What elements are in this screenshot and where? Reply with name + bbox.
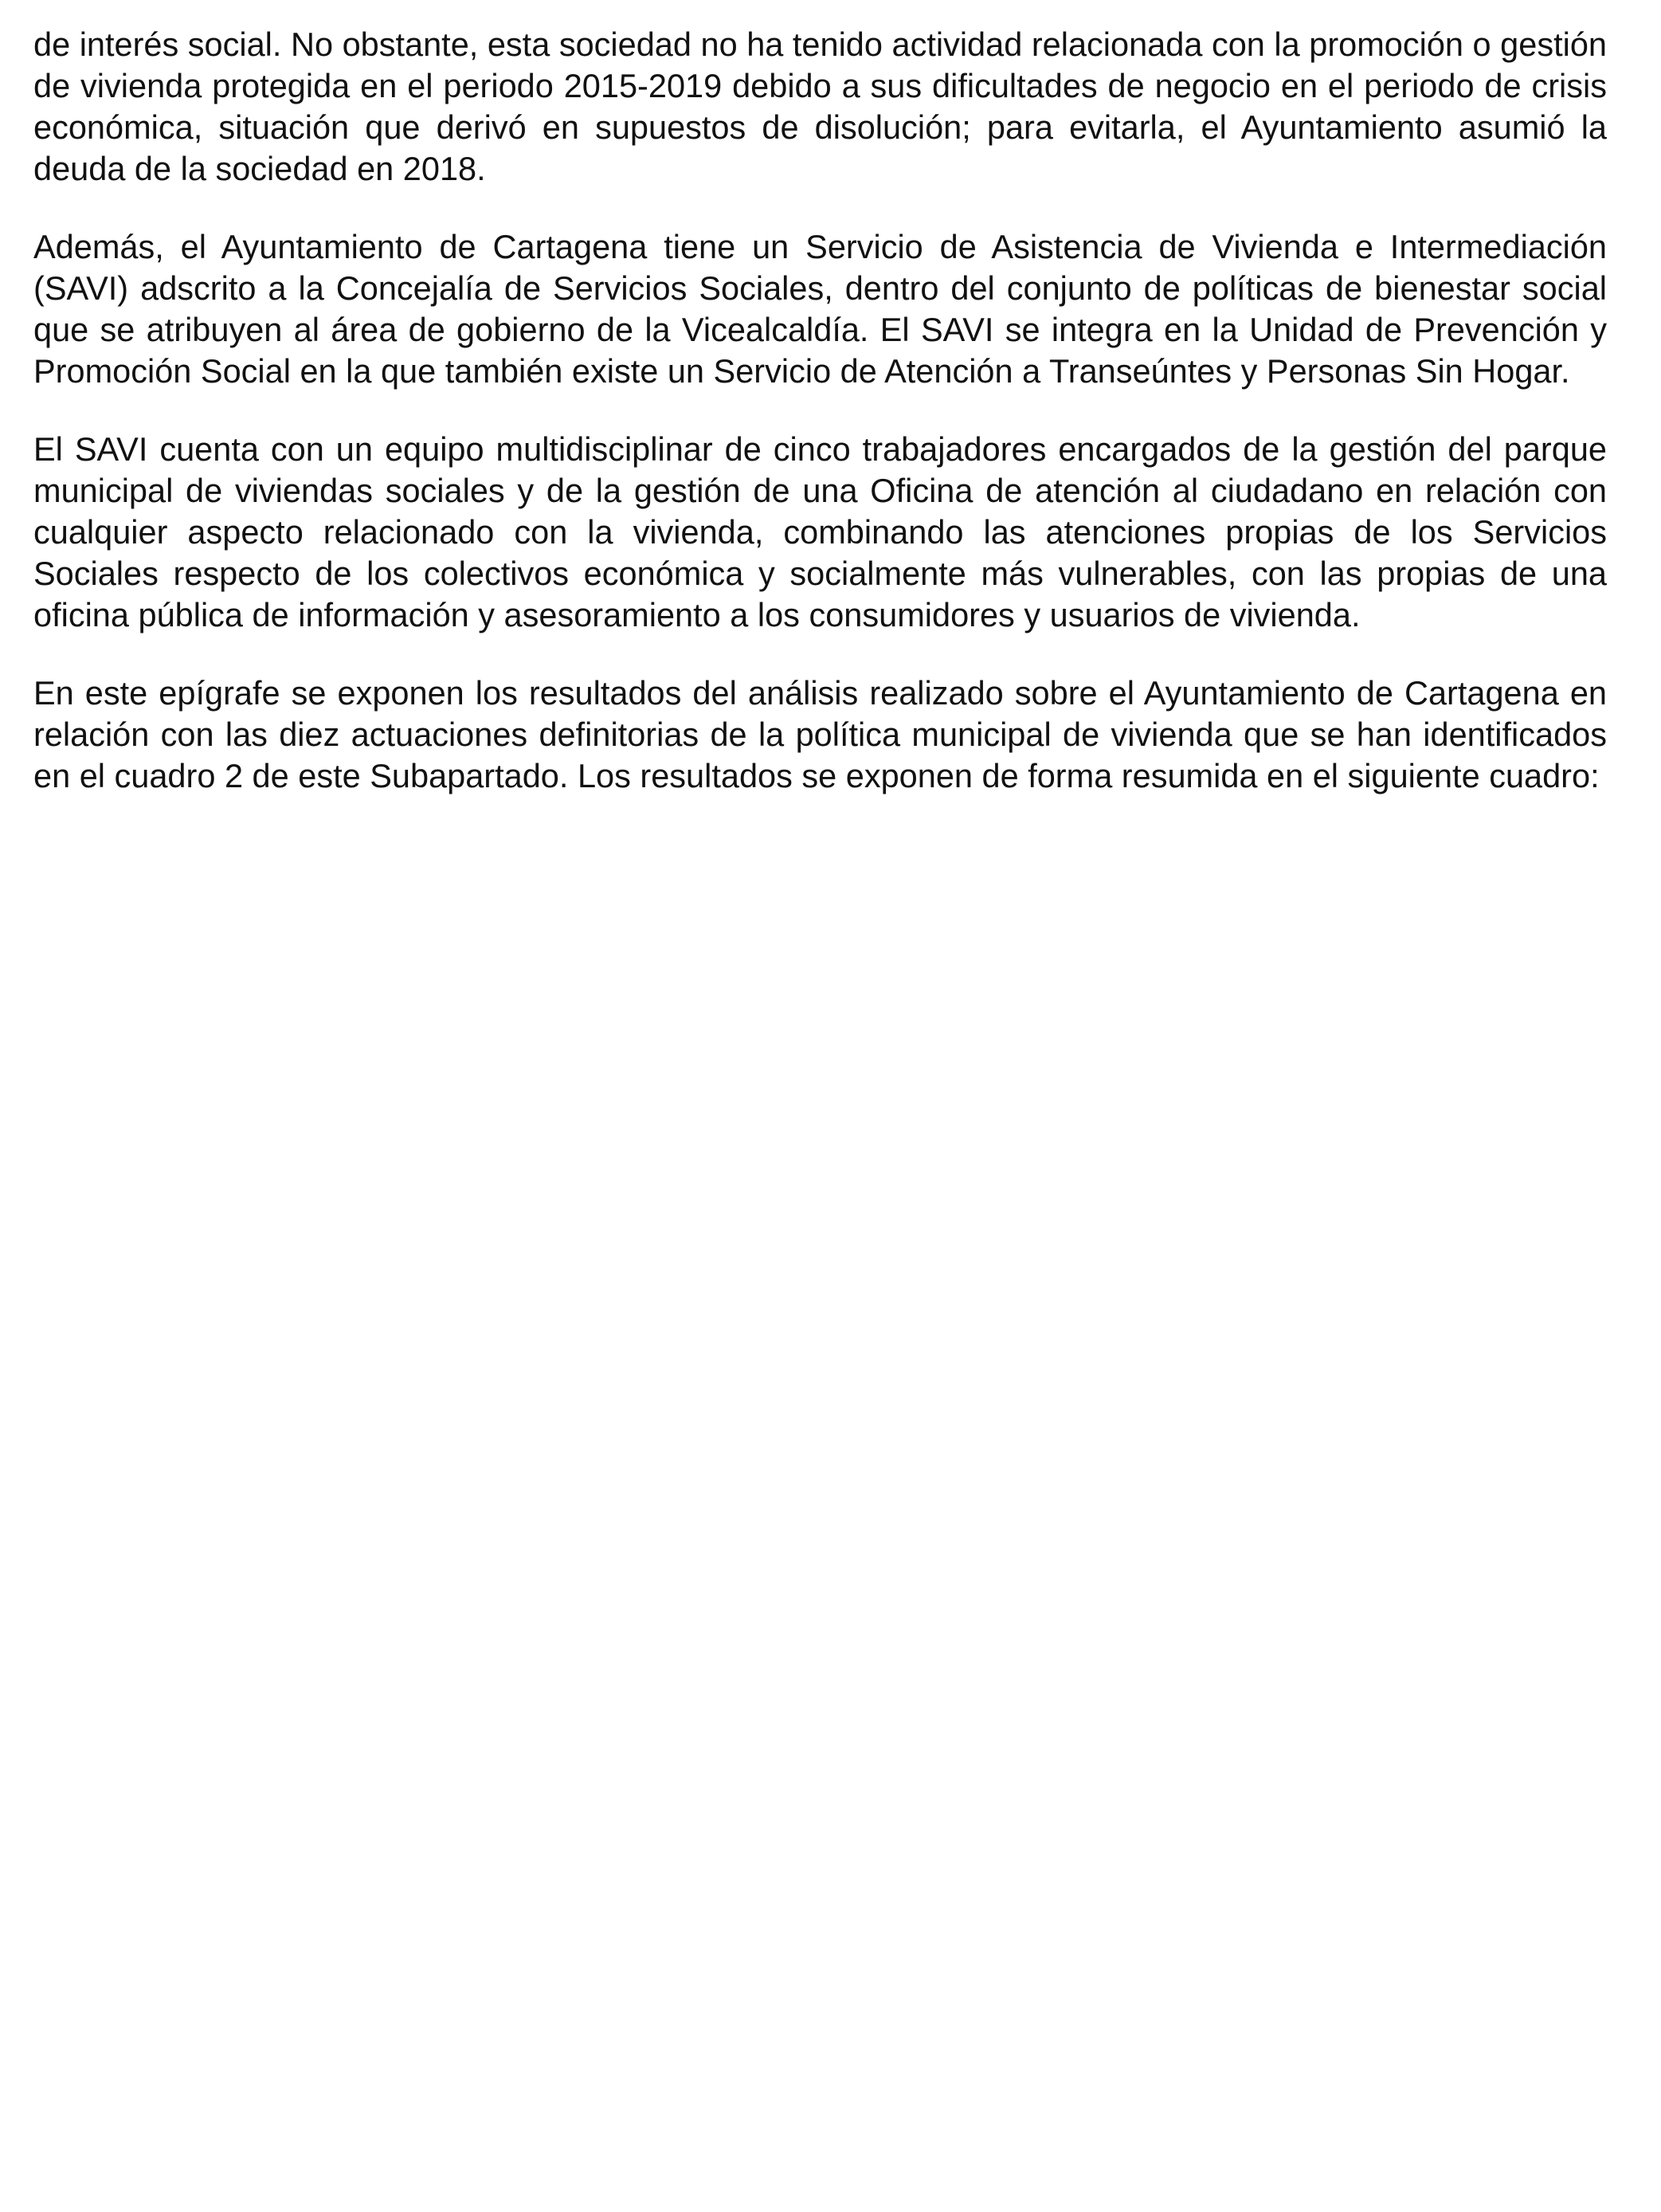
document-page	[33, 24, 1607, 833]
paragraph-savi-equipo: El SAVI cuenta con un equipo multidisciplinar de cinco trabajadores encargados de la gestión del parque municipal de viviendas sociales y de la gestión de una Oficina de atención al ciudadano en relación con cualquier aspecto relacionado con la vivienda, combinando las atenciones propias de los Servicios Sociales respecto de los colectivos económica y socialmente más vulnerables, con las propias de una oficina pública de información y asesoramiento a los consumidores y usuarios de vivienda.	[33, 430, 1607, 633]
paragraph-sociedad-municipal: de interés social. No obstante, esta sociedad no ha tenido actividad relacionada con la promoción o gestión de vivienda protegida en el periodo 2015-2019 debido a sus dificultades de negocio en el periodo de crisis económica, situación que derivó en supuestos de disolución; para evitarla, el Ayuntamiento asumió la deuda de la sociedad en 2018.	[33, 25, 1607, 187]
paragraph-savi-adscripcion: Además, el Ayuntamiento de Cartagena tiene un Servicio de Asistencia de Vivienda e Intermediación (SAVI) adscrito a la Concejalía de Servicios Sociales, dentro del conjunto de políticas de bienestar social que se atribuyen al área de gobierno de la Vicealcaldía. El SAVI se integra en la Unidad de Prevención y Promoción Social en la que también existe un Servicio de Atención a Transeúntes y Personas Sin Hogar.	[33, 228, 1607, 390]
paragraph-resultados-analisis: En este epígrafe se exponen los resultados del análisis realizado sobre el Ayuntamiento de Cartagena en relación con las diez actuaciones definitorias de la política municipal de vivienda que se han identificados en el cuadro 2 de este Subapartado. Los resultados se exponen de forma resumida en el siguiente cuadro:	[33, 674, 1607, 794]
